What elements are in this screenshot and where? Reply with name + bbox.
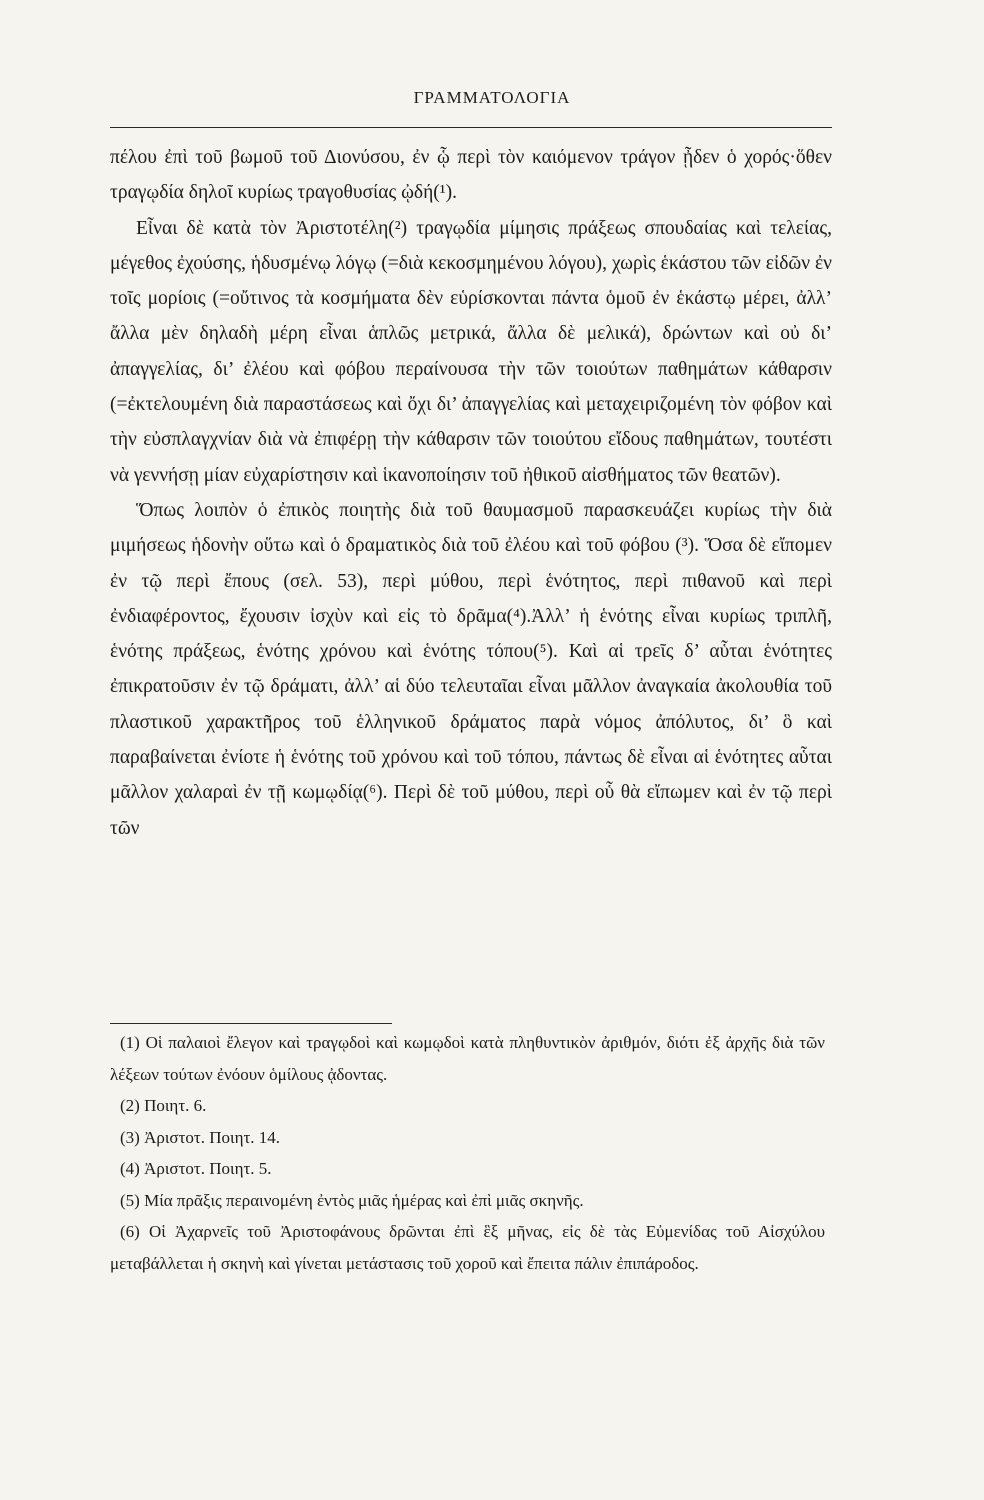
paragraph: Εἶναι δὲ κατὰ τὸν Ἀριστοτέλη(²) τραγῳδία μίμησις πράξεως σπουδαίας καὶ τελείας, μέγεθος ἐχούσης, ἡδυσμένῳ λόγῳ (=διὰ κεκοσμημένου λόγου), χωρὶς ἑκάστου τῶν εἰδῶν ἐν τοῖς μορίοις (=οὔτινος τὰ κοσμήματα δὲν εὑρίσκονται πάντα ὁμοῦ ἐν ἑκάστῳ μέρει, ἀλλ’ ἄλλα μὲν δηλαδὴ μέρη εἶναι ἁπλῶς μετρικά, ἄλλα δὲ μελικά), δρώντων καὶ οὐ δι’ ἀπαγγελίας, δι’ ἐλέου καὶ φόβου περαίνουσα τὴν τῶν τοιούτων παθημάτων κάθαρσιν (=ἐκτελουμένη διὰ παραστάσεως καὶ ὄχι δι’ ἀπαγγελίας καὶ μεταχειριζομένη τὸν φόβον καὶ τὴν εὐσπλαγχνίαν διὰ νὰ ἐπιφέρῃ τὴν κάθαρσιν τῶν τοιούτου εἴδους παθημάτων, τουτέστι νὰ γεννήσῃ μίαν εὐχαρίστησιν καὶ ἱκανοποίησιν τοῦ ἠθικοῦ αἰσθήματος τῶν θεατῶν). (110, 217, 832, 486)
footnote (110, 1027, 825, 1090)
paragraph: Ὅπως λοιπὸν ὁ ἐπικὸς ποιητὴς διὰ τοῦ θαυμασμοῦ παρασκευάζει κυρίως τὴν διὰ μιμήσεως ἡδονὴν οὕτω καὶ ὁ δραματικὸς διὰ τοῦ ἐλέου καὶ τοῦ φόβου (³). Ὅσα δὲ εἴπομεν ἐν τῷ περὶ ἔπους (σελ. 53), περὶ μύθου, περὶ ἑνότητος, περὶ πιθανοῦ καὶ περὶ ἐνδιαφέροντος, ἔχουσιν ἰσχὺν καὶ εἰς τὸ δρᾶμα(⁴).Ἀλλ’ ἡ ἑνότης εἶναι κυρίως τριπλῆ, ἑνότης πράξεως, ἑνότης χρόνου καὶ ἑνότης τόπου(⁵). Καὶ αἱ τρεῖς δ’ αὗται ἑνότητες ἐπικρατοῦσιν ἐν τῷ δράματι, ἀλλ’ αἱ δύο τελευταῖαι εἶναι μᾶλλον ἀναγκαία ἀκολουθία τοῦ πλαστικοῦ χαρακτῆρος τοῦ ἑλληνικοῦ δράματος παρὰ νόμος ἀπόλυτος, δι’ ὃ καὶ παραβαίνεται ἐνίοτε ἡ ἑνότης τοῦ χρόνου καὶ τοῦ τόπου, πάντως δὲ εἶναι αἱ ἑνότητες αὗται μᾶλλον χαλαραὶ ἐν τῇ κωμῳδίᾳ(⁶). Περὶ δὲ τοῦ μύθου, περὶ οὗ θὰ εἴπωμεν καὶ ἐν τῷ περὶ τῶν (110, 499, 832, 839)
footnotes (110, 1027, 825, 1279)
footnote-number: (2) (120, 1096, 140, 1115)
footnote-text: Ἀριστοτ. Ποιητ. 14. (144, 1127, 281, 1147)
footnote-text: Μία πρᾶξις περαινομένη ἐντὸς μιᾶς ἡμέρας καὶ ἐπὶ μιᾶς σκηνῆς. (144, 1190, 584, 1210)
paragraph: πέλου ἐπὶ τοῦ βωμοῦ τοῦ Διονύσου, ἐν ᾧ περὶ τὸν καιόμενον τράγον ᾖδεν ὁ χορός·ὅθεν τραγῳδία δηλοῖ κυρίως τραγοθυσίας ᾠδή(¹). (110, 147, 832, 204)
footnote-number: (3) (120, 1127, 140, 1147)
footnote-number: (6) (120, 1222, 140, 1241)
footnote-text: Οἱ Ἀχαρνεῖς τοῦ Ἀριστοφάνους δρῶνται ἐπὶ ἓξ μῆνας, εἰς δὲ τὰς Εὐμενίδας τοῦ Αἰσχύλου μεταβάλλεται ἡ σκηνὴ καὶ γίνεται μετάστασις τοῦ χοροῦ καὶ ἔπειτα πάλιν ἐπιπάροδος. (110, 1222, 826, 1273)
footnote (110, 1153, 825, 1185)
footnote (110, 1216, 825, 1279)
footnote (110, 1185, 825, 1217)
footnote-number: (5) (120, 1190, 140, 1210)
body-text (110, 140, 832, 846)
header-rule (110, 127, 832, 128)
footnote (110, 1122, 825, 1154)
footnote (110, 1090, 825, 1122)
footnote-text: Ποιητ. 6. (144, 1096, 207, 1115)
footnote-text: Οἱ παλαιοὶ ἔλεγον καὶ τραγῳδοὶ καὶ κωμῳδοὶ κατὰ πληθυντικὸν ἀριθμόν, διότι ἐξ ἀρχῆς διὰ τῶν λέξεων τούτων ἐνόουν ὁμίλους ᾀδοντας. (110, 1033, 825, 1084)
footnote-text: Ἀριστοτ. Ποιητ. 5. (144, 1159, 272, 1178)
footnote-number: (1) (120, 1033, 140, 1052)
footnote-number: (4) (120, 1159, 140, 1178)
running-head: ΓΡΑΜΜΑΤΟΛΟΓΙΑ (413, 88, 571, 107)
footnote-rule (110, 1023, 392, 1024)
